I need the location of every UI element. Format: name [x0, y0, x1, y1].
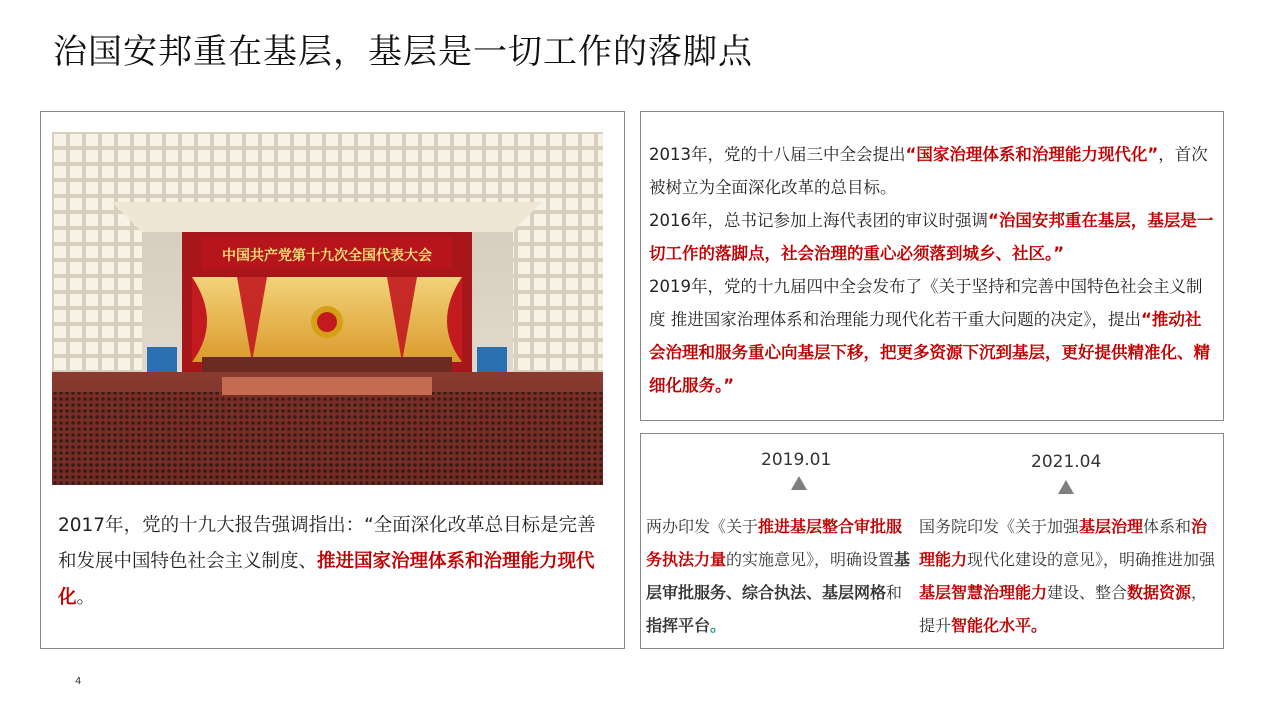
- paragraph-2013: [649, 138, 1217, 204]
- entry-2019-c: 的实施意见》，明确设置: [726, 550, 895, 569]
- entry-2021-j: 智能化水平。: [951, 616, 1048, 635]
- entry-2021-b: 基层治理: [1079, 517, 1144, 536]
- entry-2021-f: 基层智慧治理能力: [919, 583, 1048, 602]
- triangle-marker-icon: [791, 476, 807, 490]
- text-2019-intro: 2019年，党的十九届四中全会发布了《关于坚持和完善中国特色社会主义制度 推进国家治理体系和治理能力现代化若干重大问题的决定》，提出: [649, 277, 1203, 329]
- entry-2021-g: 建设、整合: [1047, 583, 1128, 602]
- entry-2019-a: 两办印发《关于: [646, 517, 759, 536]
- entry-2019-e: 和: [886, 583, 903, 602]
- entry-2021-c: 体系和: [1143, 517, 1192, 536]
- entry-2019-g: 。: [710, 616, 727, 635]
- banner-text: 中国共产党第十九次全国代表大会: [222, 248, 432, 264]
- text-2013-intro: 2013年，党的十八届三中全会提出: [649, 145, 906, 164]
- left-text-part-1: 2017年，党的十九大报告强调指出：“全面深化改革总目标是完善和发展中国特色社会主义制度、: [58, 515, 596, 572]
- left-description: [58, 508, 606, 616]
- congress-hall-photo: [52, 132, 603, 485]
- text-2013-outro: ，首次被树立为全面深化改革的总目标。: [649, 145, 1208, 197]
- text-2013-highlight: “国家治理体系和治理能力现代化”: [905, 145, 1159, 164]
- text-2016-intro: 2016年，总书记参加上海代表团的审议时强调: [649, 211, 988, 230]
- timeline-entry-2021: [919, 510, 1219, 642]
- page-title: 治国安邦重在基层，基层是一切工作的落脚点: [53, 32, 753, 72]
- entry-2021-e: 现代化建设的意见》，明确推进加强: [967, 550, 1216, 569]
- entry-2019-d: 基层审批服务、综合执法、基层网格: [646, 550, 911, 602]
- entry-2021-i: ，提升: [919, 583, 1208, 635]
- timeline-date-2021: 2021.04: [1031, 452, 1102, 472]
- paragraph-2016: [649, 204, 1217, 270]
- paragraph-2019: [649, 270, 1217, 402]
- timeline-entry-2019: [646, 510, 914, 642]
- policy-history-panel: [640, 111, 1224, 421]
- entry-2019-b: 推进基层整合审批服务执法力量: [646, 517, 903, 569]
- entry-2021-d: 治理能力: [919, 517, 1208, 569]
- left-text-part-3: 。: [76, 587, 96, 608]
- triangle-marker-icon: [1058, 480, 1074, 494]
- left-panel: [40, 111, 625, 649]
- timeline-panel: [640, 433, 1224, 649]
- text-2016-highlight: “治国安邦重在基层，基层是一切工作的落脚点，社会治理的重心必须落到城乡、社区。”: [649, 211, 1214, 263]
- entry-2021-a: 国务院印发《关于加强: [919, 517, 1080, 536]
- entry-2021-h: 数据资源: [1127, 583, 1192, 602]
- timeline-date-2019: 2019.01: [761, 450, 832, 470]
- left-text-highlight: 推进国家治理体系和治理能力现代化: [58, 551, 595, 608]
- text-2019-highlight: “推动社会治理和服务重心向基层下移，把更多资源下沉到基层，更好提供精准化、精细化服务。”: [649, 310, 1210, 395]
- entry-2019-f: 指挥平台: [646, 616, 711, 635]
- policy-history-text: [649, 138, 1217, 402]
- page-number: 4: [75, 676, 82, 687]
